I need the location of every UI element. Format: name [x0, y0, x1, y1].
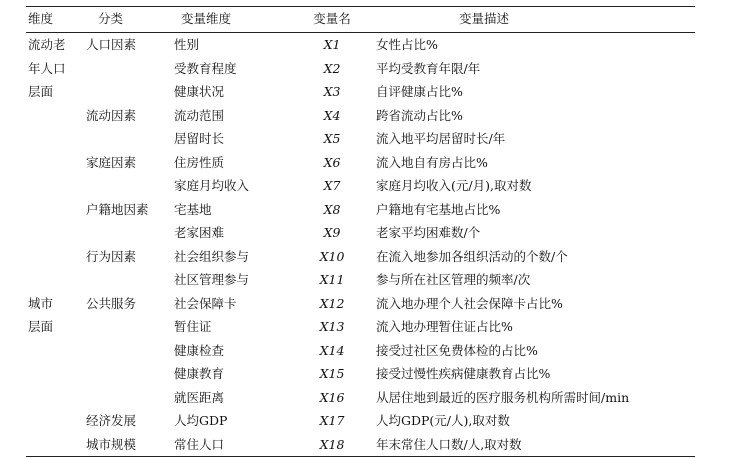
variable-name-cell: X9: [323, 225, 341, 240]
variable-name-cell: X3: [323, 84, 341, 99]
dimension-line: 层面: [28, 84, 54, 99]
variable-name-cell: X13: [319, 319, 345, 334]
header-dimension: 维度: [28, 11, 54, 26]
variable-description-cell: 平均受教育年限/年: [376, 60, 481, 76]
variable-description-cell: 参与所在社区管理的频率/次: [376, 272, 531, 287]
variable-description-cell: 接受过慢性疾病健康教育占比%: [376, 366, 551, 381]
dimension-line: 层面: [28, 319, 54, 334]
variable-description-cell: 接受过社区免费体检的占比%: [376, 342, 538, 358]
variable-dimension-cell: 性别: [174, 37, 200, 52]
dimension-line: 年人口: [28, 60, 66, 76]
variable-dimension-cell: 社会保障卡: [174, 295, 237, 311]
variable-dimension-cell: 流动范围: [174, 107, 225, 123]
header-variable-name: 变量名: [313, 11, 351, 26]
header-variable-dimension: 变量维度: [181, 11, 232, 26]
category-economy: 经济发展: [86, 413, 137, 428]
dimension-migrant-elderly: [28, 33, 66, 104]
variable-dimension-cell: 健康教育: [174, 366, 225, 381]
variable-name-cell: X11: [319, 272, 345, 287]
dimension-city: [28, 292, 53, 339]
variable-dimension-cell: 健康状况: [174, 84, 225, 99]
dimension-line: 流动老: [28, 37, 66, 52]
variable-name-cell: X5: [323, 131, 341, 146]
variable-dimension-cell: 健康检查: [174, 342, 225, 358]
variable-name-cell: X8: [323, 201, 341, 217]
variable-dimension-cell: 老家困难: [174, 225, 225, 240]
variable-description-cell: 流入地自有房占比%: [376, 154, 488, 170]
variable-description-cell: 从居住地到最近的医疗服务机构所需时间/min: [376, 389, 630, 405]
variable-name-cell: X16: [319, 389, 345, 405]
variable-name-cell: X2: [323, 60, 341, 76]
category-family: 家庭因素: [86, 154, 137, 170]
category-public-service: 公共服务: [86, 295, 137, 311]
category-behavior: 行为因素: [86, 248, 137, 264]
variable-description-cell: 流入地办理暂住证占比%: [376, 319, 513, 334]
dimension-line: 城市: [28, 295, 54, 311]
variable-name-cell: X14: [319, 342, 345, 358]
variable-description-cell: 自评健康占比%: [376, 84, 463, 99]
variable-dimension-cell: 暂住证: [174, 319, 212, 334]
variable-dimension-cell: 居留时长: [174, 131, 225, 146]
variable-description-cell: 户籍地有宅基地占比%: [376, 201, 501, 217]
variable-description-cell: 年末常住人口数/人,取对数: [376, 436, 522, 452]
variable-description-cell: 跨省流动占比%: [376, 107, 463, 123]
variable-dimension-cell: 常住人口: [174, 436, 225, 452]
header-variable-description: 变量描述: [459, 11, 510, 26]
category-mobility: 流动因素: [86, 107, 137, 123]
variable-name-cell: X15: [319, 366, 345, 381]
variable-name-cell: X6: [323, 154, 341, 170]
variable-dimension-cell: 就医距离: [174, 389, 225, 405]
variable-name-cell: X7: [323, 178, 341, 193]
variable-dimension-cell: 人均GDP: [174, 413, 228, 428]
variable-name-cell: X18: [319, 436, 345, 452]
variable-description-cell: 女性占比%: [376, 37, 438, 52]
category-population: 人口因素: [86, 37, 137, 52]
variable-name-cell: X17: [319, 413, 345, 428]
variable-name-cell: X12: [319, 295, 345, 311]
variable-name-cell: X1: [323, 37, 341, 52]
variable-description-cell: 流入地办理个人社会保障卡占比%: [376, 295, 563, 311]
variable-description-cell: 老家平均困难数/个: [376, 225, 481, 240]
variable-dimension-cell: 住房性质: [174, 154, 225, 170]
variable-name-cell: X4: [323, 107, 341, 123]
variable-description-cell: 人均GDP(元/人),取对数: [376, 413, 510, 428]
variable-description-cell: 在流入地参加各组织活动的个数/个: [376, 248, 568, 264]
table-bottom-rule: [26, 456, 695, 457]
category-city-scale: 城市规模: [86, 436, 137, 452]
variable-name-cell: X10: [319, 248, 345, 264]
variable-dimension-cell: 受教育程度: [174, 60, 237, 76]
variable-dimension-cell: 家庭月均收入: [174, 178, 250, 193]
category-hometown: 户籍地因素: [86, 201, 149, 217]
variable-description-cell: 流入地平均居留时长/年: [376, 131, 506, 146]
variable-description-cell: 家庭月均收入(元/月),取对数: [376, 178, 532, 193]
variable-dimension-cell: 社会组织参与: [174, 248, 250, 264]
variable-dimension-cell: 社区管理参与: [174, 272, 250, 287]
variable-dimension-cell: 宅基地: [174, 201, 212, 217]
header-category: 分类: [98, 11, 124, 26]
